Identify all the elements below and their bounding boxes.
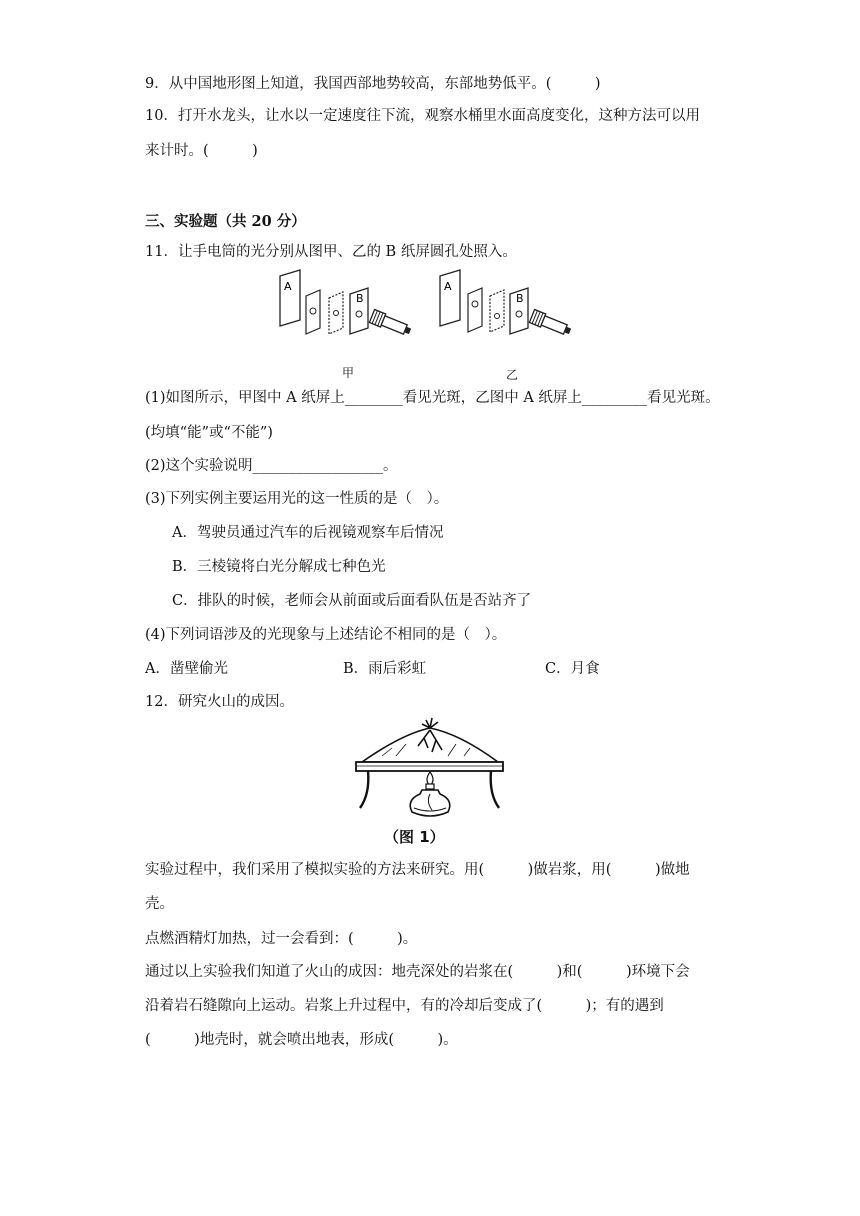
option-11-3-b: B．三棱镜将白光分解成七种色光 — [172, 559, 386, 575]
caption-yi: 乙 — [506, 368, 519, 382]
option-11-3-c: C．排队的时候，老师会从前面或后面看队伍是否站齐了 — [172, 593, 532, 609]
question-11: 11．让手电筒的光分别从图甲、乙的 B 纸屏圆孔处照入。 — [145, 244, 517, 260]
question-12-line1: 实验过程中，我们采用了模拟实验的方法来研究。用( )做岩浆，用( )做地 — [145, 862, 690, 878]
question-11-3: (3)下列实例主要运用光的这一性质的是（ ）。 — [145, 491, 449, 507]
option-11-3-a: A．驾驶员通过汽车的后视镜观察车后情况 — [172, 525, 444, 541]
label-b: B — [516, 292, 524, 305]
question-11-4: (4)下列词语涉及的光现象与上述结论不相同的是（ ）。 — [145, 627, 507, 643]
question-12: 12．研究火山的成因。 — [145, 694, 294, 710]
label-a: A — [444, 280, 452, 293]
question-11-1-note: (均填“能”或“不能”) — [145, 425, 273, 441]
question-12-line3: 点燃酒精灯加热，过一会看到：( )。 — [145, 931, 418, 947]
figure-jia — [274, 268, 424, 358]
question-10-line2: 来计时。( ) — [145, 143, 258, 159]
figure-volcano-model — [352, 716, 507, 822]
question-11-2: (2)这个实验说明__________________。 — [145, 458, 398, 474]
question-12-line4: 通过以上实验我们知道了火山的成因：地壳深处的岩浆在( )和( )环境下会 — [145, 964, 690, 980]
option-11-4-a: A．凿壁偷光 — [145, 661, 228, 677]
label-a: A — [284, 280, 292, 293]
caption-jia: 甲 — [342, 366, 355, 380]
option-11-4-c: C．月食 — [545, 661, 600, 677]
section-3-title: 三、实验题（共 20 分） — [145, 213, 306, 230]
question-12-line5: 沿着岩石缝隙向上运动。岩浆上升过程中，有的冷却后变成了( )；有的遇到 — [145, 998, 664, 1014]
question-11-1: (1)如图所示，甲图中 A 纸屏上________看见光斑，乙图中 A 纸屏上_________看见光斑。 — [145, 390, 720, 406]
figure-1-caption: （图 1） — [384, 828, 445, 846]
label-b: B — [356, 292, 364, 305]
question-9: 9．从中国地形图上知道，我国西部地势较高，东部地势低平。( ) — [145, 76, 601, 92]
option-11-4-b: B．雨后彩虹 — [343, 661, 427, 677]
question-12-line2: 壳。 — [145, 896, 174, 912]
question-10-line1: 10．打开水龙头，让水以一定速度往下流，观察水桶里水面高度变化，这种方法可以用 — [145, 108, 700, 124]
figure-yi — [434, 268, 584, 358]
question-12-line6: ( )地壳时，就会喷出地表，形成( )。 — [145, 1032, 458, 1048]
